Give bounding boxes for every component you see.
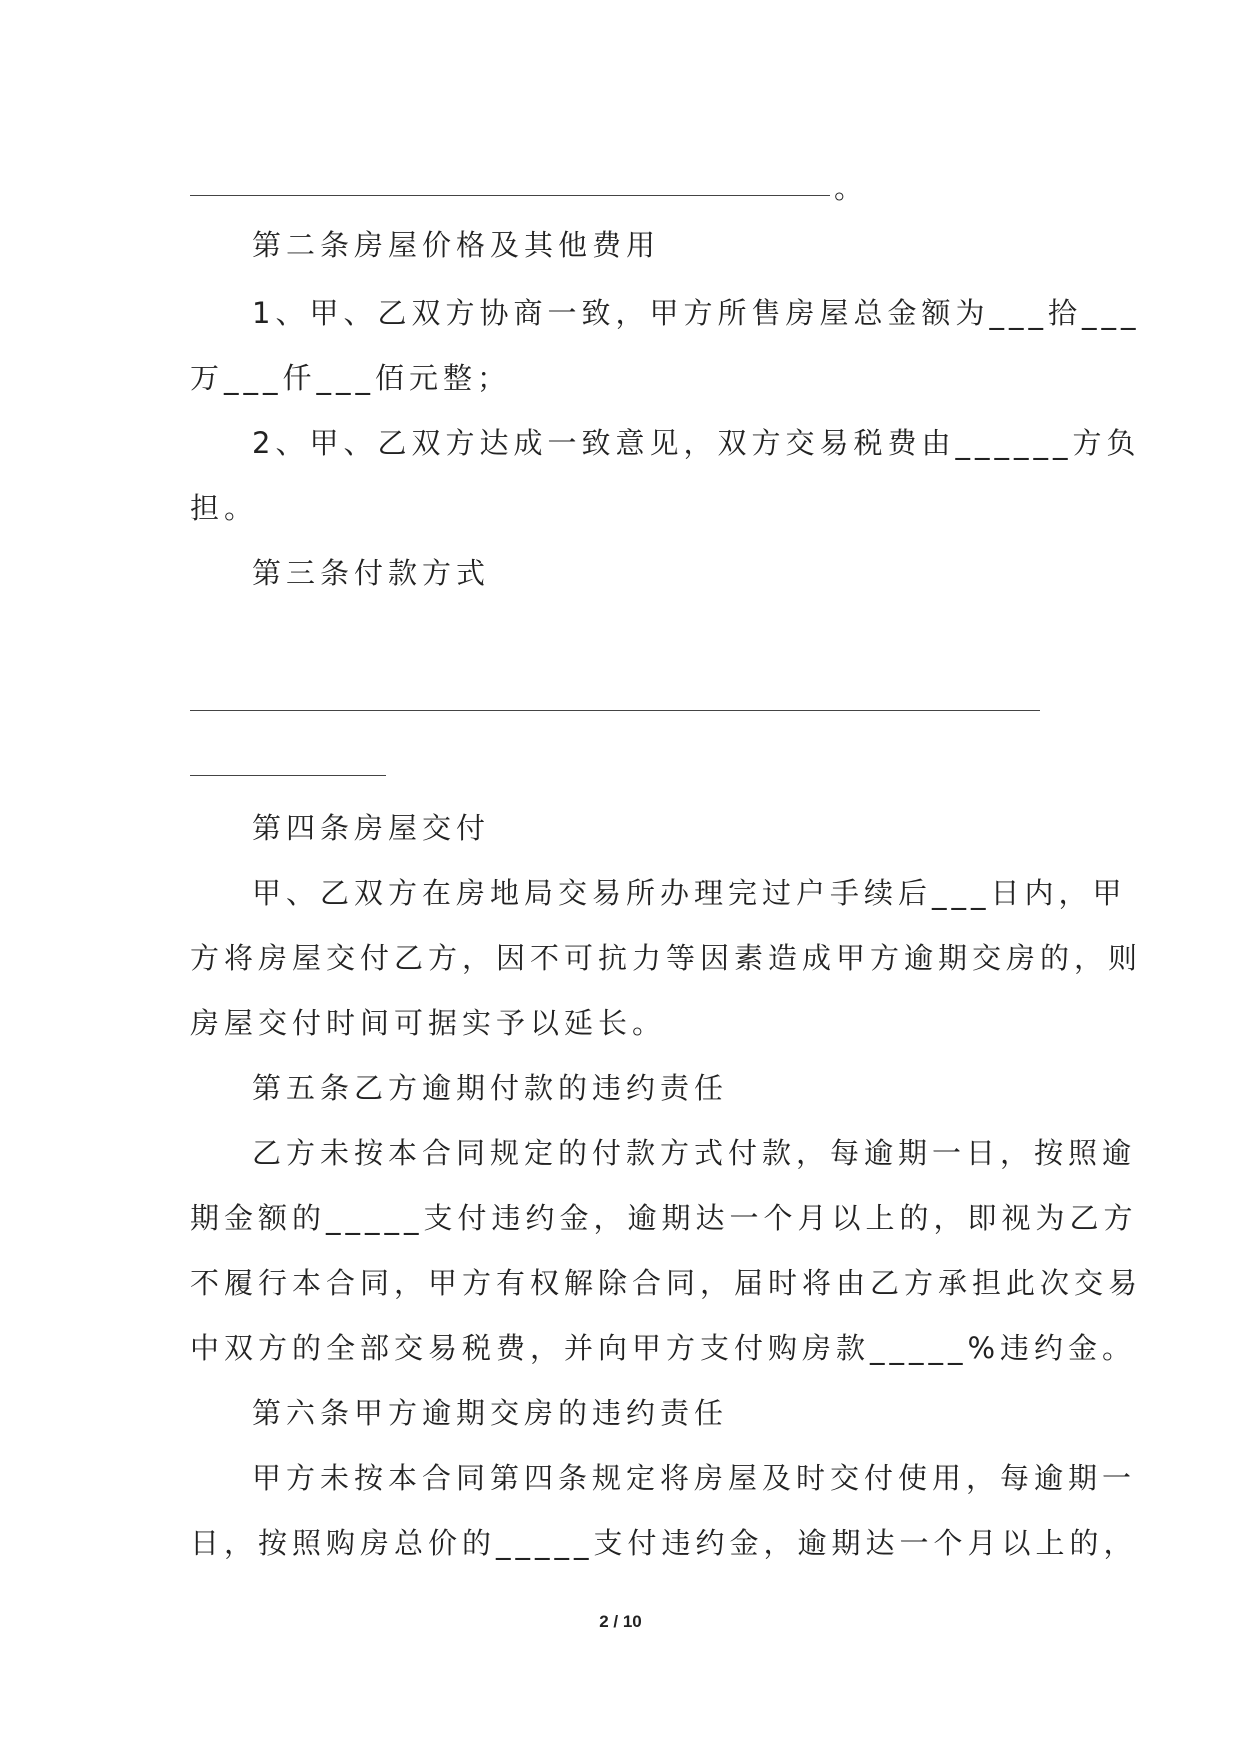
article-5-heading: 第五条乙方逾期付款的违约责任 xyxy=(252,1071,729,1105)
paragraph-line: 不履行本合同，甲方有权解除合同，届时将由乙方承担此次交易 xyxy=(190,1266,1143,1300)
paragraph-line: 乙方未按本合同规定的付款方式付款，每逾期一日，按照逾 xyxy=(252,1136,1137,1170)
blank-line xyxy=(190,710,1040,711)
article-6-heading: 第六条甲方逾期交房的违约责任 xyxy=(252,1396,729,1430)
article-4-heading: 第四条房屋交付 xyxy=(252,811,491,845)
paragraph-line: 房屋交付时间可据实予以延长。 xyxy=(190,1006,667,1040)
paragraph-line: 方将房屋交付乙方，因不可抗力等因素造成甲方逾期交房的，则 xyxy=(190,941,1143,975)
paragraph-line: 期金额的_____支付违约金，逾期达一个月以上的，即视为乙方 xyxy=(190,1201,1138,1235)
paragraph-line: 日，按照购房总价的_____支付违约金，逾期达一个月以上的， xyxy=(190,1526,1138,1560)
blank-line xyxy=(190,775,386,776)
paragraph-line: 万___仟___佰元整； xyxy=(190,361,512,395)
article-3-heading: 第三条付款方式 xyxy=(252,556,491,590)
paragraph-line: 1、甲、乙双方协商一致，甲方所售房屋总金额为___拾___ xyxy=(252,296,1141,330)
period-mark: 。 xyxy=(834,171,864,205)
paragraph-line: 甲方未按本合同第四条规定将房屋及时交付使用，每逾期一 xyxy=(252,1461,1137,1495)
article-2-heading: 第二条房屋价格及其他费用 xyxy=(252,228,661,262)
paragraph-line: 中双方的全部交易税费，并向甲方支付购房款_____%违约金。 xyxy=(190,1331,1137,1365)
page-number: 2 / 10 xyxy=(599,1612,642,1631)
paragraph-line: 2、甲、乙双方达成一致意见，双方交易税费由______方负 xyxy=(252,426,1141,460)
paragraph-line: 甲、乙双方在房地局交易所办理完过户手续后___日内，甲 xyxy=(252,876,1127,910)
blank-line xyxy=(190,195,830,196)
paragraph-line: 担。 xyxy=(190,491,259,525)
